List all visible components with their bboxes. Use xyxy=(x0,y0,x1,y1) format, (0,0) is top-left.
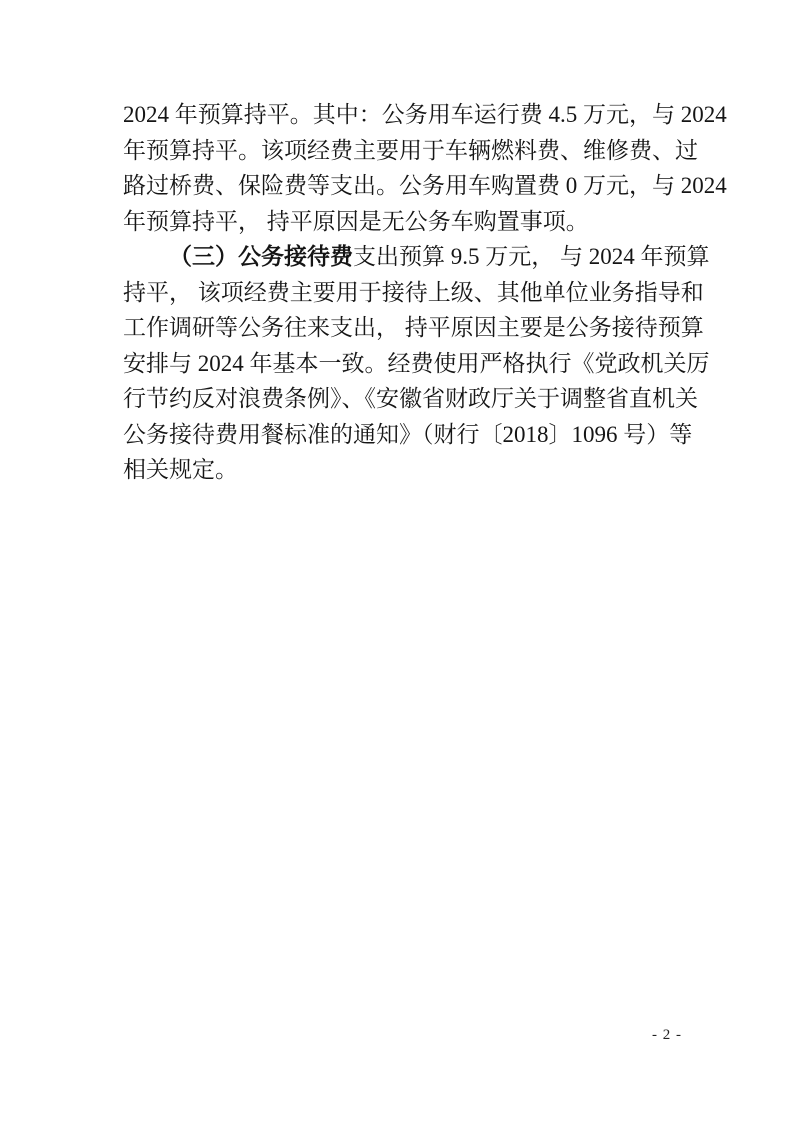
text-line xyxy=(123,452,674,488)
text-run: 安排与 2024 年基本一致。经费使用严格执行《党政机关厉 xyxy=(123,350,710,376)
text-content xyxy=(123,97,727,488)
text-run: 2024 年预算持平。其中：公务用车运行费 4.5 万元，与 2024 xyxy=(123,102,727,127)
text-run: 相关规定。 xyxy=(123,457,238,482)
text-line xyxy=(123,239,710,275)
text-line xyxy=(123,97,727,133)
text-run: 持平， 该项经费主要用于接待上级、其他单位业务指导和 xyxy=(123,279,704,305)
text-run: 年预算持平。该项经费主要用于车辆燃料费、维修费、过 xyxy=(123,137,698,163)
paragraph-2 xyxy=(123,239,710,488)
text-line xyxy=(123,204,674,240)
text-run: 工作调研等公务往来支出， 持平原因主要是公务接待预算 xyxy=(123,315,704,340)
text-run: 路过桥费、保险费等支出。公务用车购置费 0 万元，与 2024 xyxy=(123,173,727,198)
paragraph-1 xyxy=(123,97,727,239)
text-line xyxy=(123,381,698,417)
text-line xyxy=(123,168,727,204)
text-run: 年预算持平， 持平原因是无公务车购置事项。 xyxy=(123,208,589,234)
text-run: 公务接待费用餐标准的通知》（财行〔2018〕1096 号）等 xyxy=(123,421,693,447)
text-line xyxy=(123,310,704,346)
bold-text-run: （三）公务接待费 xyxy=(169,244,353,269)
text-run: 支出预算 9.5 万元， 与 2024 年预算 xyxy=(353,244,710,269)
text-line xyxy=(123,346,710,382)
text-run: 行节约反对浪费条例》、《安徽省财政厅关于调整省直机关 xyxy=(123,386,698,411)
page-number: - 2 - xyxy=(652,1027,682,1043)
text-line xyxy=(123,133,698,169)
text-line xyxy=(123,275,704,311)
text-line xyxy=(123,417,693,453)
